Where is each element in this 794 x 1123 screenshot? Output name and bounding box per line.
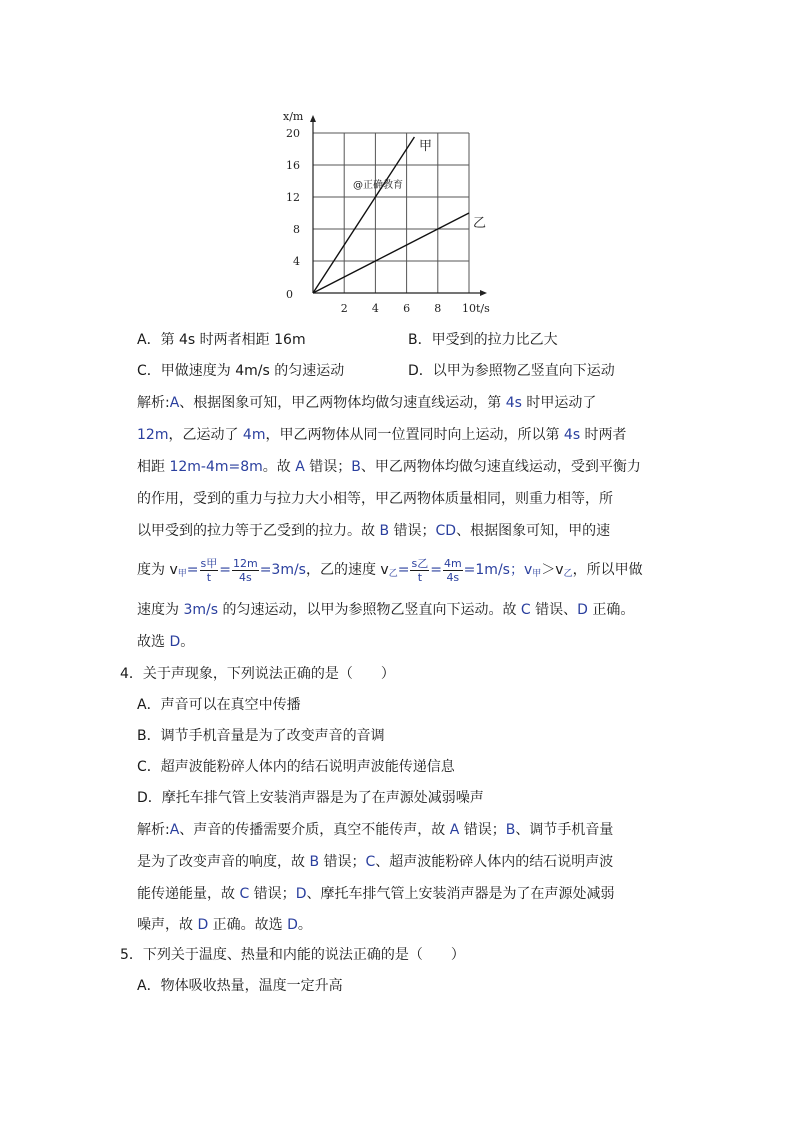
q4-analysis-line-1: 解析:A、声音的传播需要介质，真空不能传声，故 A 错误；B、调节手机音量 bbox=[137, 822, 614, 838]
y-tick-label: 12 bbox=[286, 191, 300, 204]
y-tick-label: 16 bbox=[286, 159, 300, 172]
y-axis-label: x/m bbox=[283, 110, 304, 123]
x-tick-label: 6 bbox=[403, 302, 411, 315]
q3-analysis-line-1: 解析:A、根据图象可知，甲乙两物体均做匀速直线运动，第 4s 时甲运动了 bbox=[137, 395, 597, 411]
q4-analysis-line-3: 能传递能量，故 C 错误；D、摩托车排气管上安装消声器是为了在声源处减弱 bbox=[137, 886, 615, 902]
q3-analysis-line-8: 故选 D。 bbox=[137, 634, 195, 650]
q3-option-b[interactable]: B．甲受到的拉力比乙大 bbox=[408, 332, 558, 348]
q3-analysis-line-6-formula: 度为 $v_甲=$ $\frac{\text{s甲}}{t}$ = $\frac{12m}{4s}$ =3m/s，乙的速度 $v_乙=$ $\frac{\text{s乙}}{t}$ = $\frac{4m}{4s}$ =1m/s；$v_甲>v_乙$，所以甲做 bbox=[137, 556, 643, 584]
origin-label: 0 bbox=[286, 288, 293, 301]
q4-option-b[interactable]: B．调节手机音量是为了改变声音的音调 bbox=[137, 728, 385, 744]
q3-option-d[interactable]: D．以甲为参照物乙竖直向下运动 bbox=[408, 363, 615, 379]
y-tick-label: 8 bbox=[293, 223, 300, 236]
fraction-4m-over-4s: $\frac{4m}{4s}$ bbox=[443, 556, 462, 584]
q4-option-d[interactable]: D．摩托车排气管上安装消声器是为了在声源处减弱噪声 bbox=[137, 790, 484, 806]
q3-analysis-line-3: 相距 12m-4m=8m。故 A 错误；B、甲乙两物体均做匀速直线运动，受到平衡力 bbox=[137, 459, 641, 475]
y-tick-labels bbox=[286, 127, 300, 268]
x-tick-label: 4 bbox=[371, 302, 379, 315]
q3-option-a[interactable]: A．第 4s 时两者相距 16m bbox=[137, 332, 306, 348]
fraction-s-yi-over-t: $\frac{\text{s乙}}{t}$ bbox=[411, 556, 429, 584]
q5-option-a[interactable]: A．物体吸收热量，温度一定升高 bbox=[137, 978, 343, 994]
x-tick-label: 10 bbox=[462, 302, 476, 315]
q4-option-c[interactable]: C．超声波能粉碎人体内的结石说明声波能传递信息 bbox=[137, 759, 455, 775]
q5-stem: 5．下列关于温度、热量和内能的说法正确的是（ ） bbox=[120, 947, 465, 963]
x-tick-label: 8 bbox=[434, 302, 442, 315]
q4-option-a[interactable]: A．声音可以在真空中传播 bbox=[137, 697, 301, 713]
y-tick-label: 4 bbox=[293, 255, 300, 268]
x-axis-label: t/s bbox=[476, 302, 490, 315]
q3-analysis-line-2: 12m，乙运动了 4m，甲乙两物体从同一位置同时向上运动，所以第 4s 时两者 bbox=[137, 427, 627, 443]
series-line-jia bbox=[313, 137, 414, 293]
x-tick-label: 2 bbox=[340, 302, 348, 315]
position-time-graph bbox=[270, 100, 510, 322]
q3-analysis-line-4: 的作用，受到的重力与拉力大小相等，甲乙两物体质量相同，则重力相等，所 bbox=[137, 491, 613, 507]
q3-option-c[interactable]: C．甲做速度为 4m/s 的匀速运动 bbox=[137, 363, 345, 379]
q4-analysis-line-2: 是为了改变声音的响度，故 B 错误；C、超声波能粉碎人体内的结石说明声波 bbox=[137, 854, 614, 870]
graph-axes bbox=[310, 115, 487, 296]
x-axis-arrow bbox=[480, 290, 487, 296]
watermark-text: @正确教育 bbox=[353, 180, 403, 191]
series-label-jia: 甲 bbox=[419, 139, 433, 154]
y-tick-label: 20 bbox=[286, 127, 300, 140]
fraction-s-jia-over-t: $\frac{\text{s甲}}{t}$ bbox=[200, 556, 218, 584]
q3-analysis-line-5: 以甲受到的拉力等于乙受到的拉力。故 B 错误；CD、根据图象可知，甲的速 bbox=[137, 523, 611, 539]
series-label-yi: 乙 bbox=[473, 216, 487, 231]
graph-series bbox=[313, 137, 469, 293]
y-axis-arrow bbox=[310, 115, 316, 122]
fraction-12m-over-4s: $\frac{12m}{4s}$ bbox=[232, 556, 258, 584]
series-line-yi bbox=[313, 213, 469, 293]
x-tick-labels bbox=[341, 302, 476, 315]
graph-grid bbox=[313, 133, 469, 293]
q3-analysis-line-7: 速度为 3m/s 的匀速运动，以甲为参照物乙竖直向下运动。故 C 错误、D 正确。 bbox=[137, 602, 635, 618]
q4-stem: 4．关于声现象，下列说法正确的是（ ） bbox=[120, 666, 395, 682]
q4-analysis-line-4: 噪声，故 D 正确。故选 D。 bbox=[137, 917, 312, 933]
